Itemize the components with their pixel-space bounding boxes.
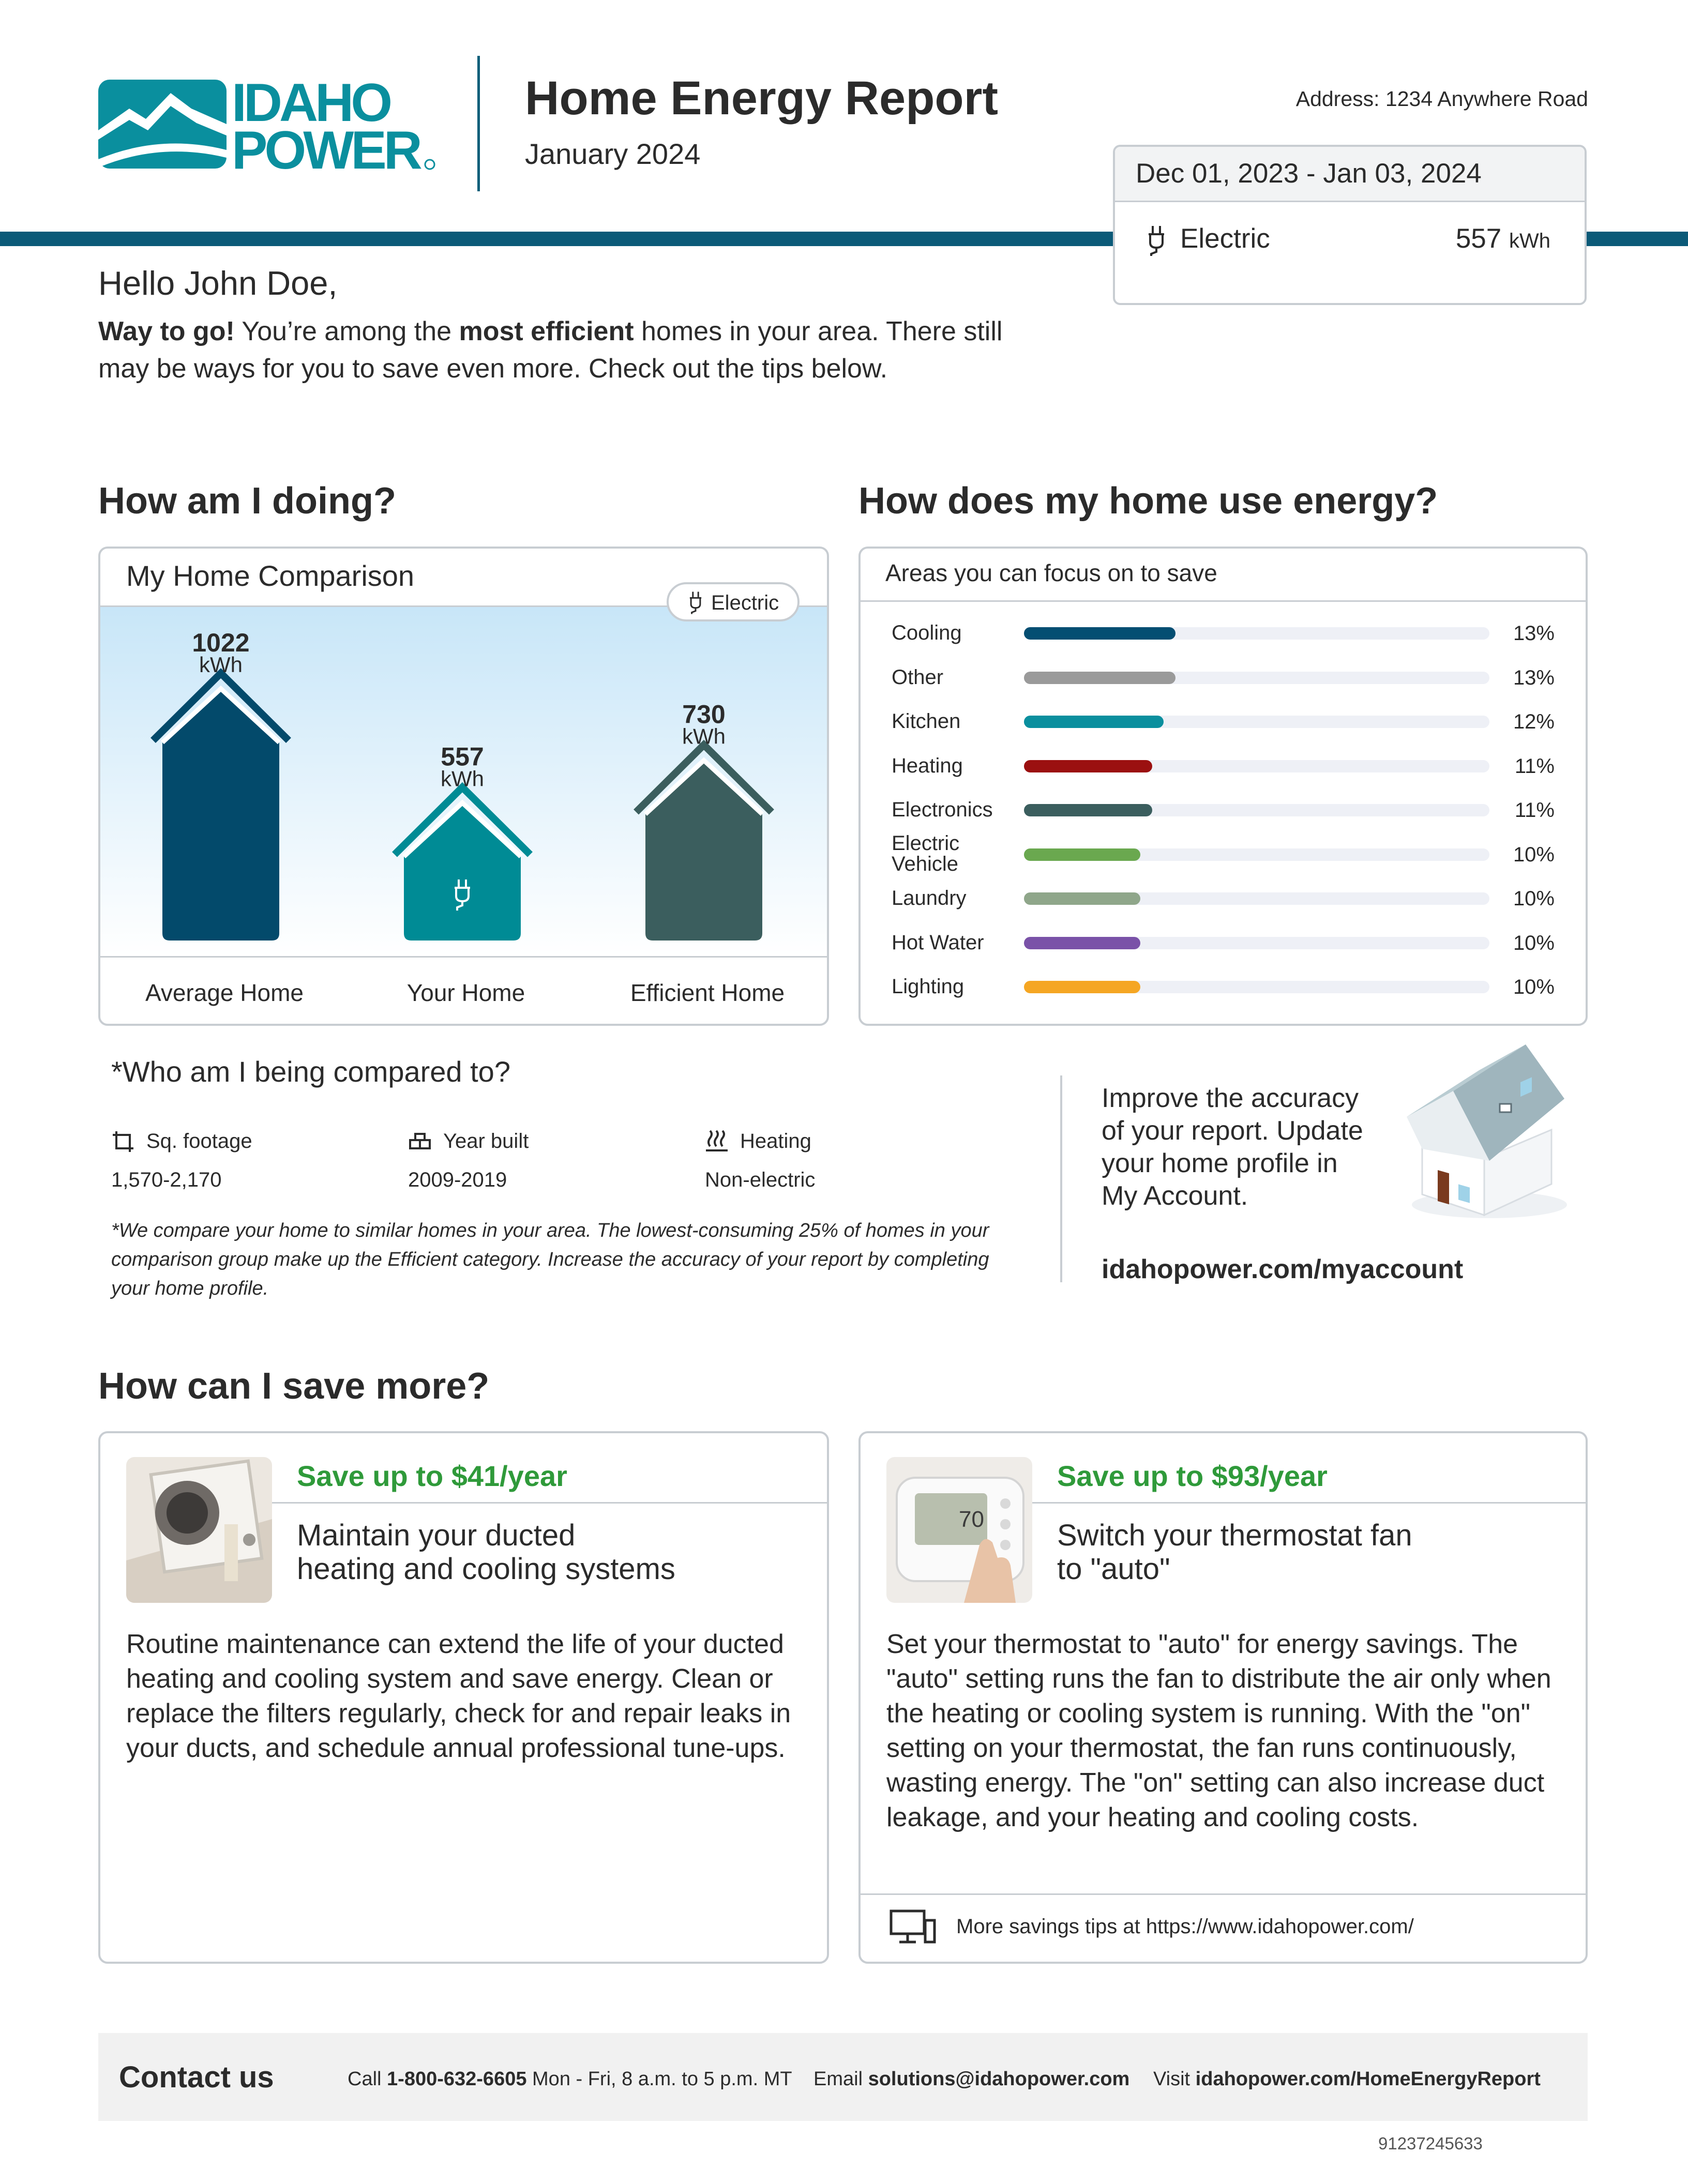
energy-use-bar xyxy=(1024,804,1152,816)
thermostat-photo xyxy=(886,1457,1032,1603)
energy-use-label-line: Vehicle xyxy=(892,852,958,875)
tip-title-line-1: Maintain your ducted xyxy=(297,1519,576,1552)
energy-use-label: Electronics xyxy=(892,798,993,821)
criterion-label: Sq. footage xyxy=(146,1130,252,1152)
energy-use-row xyxy=(861,793,1586,837)
energy-use-track xyxy=(1024,892,1489,905)
heading-save-more: How can I save more? xyxy=(98,1366,490,1407)
energy-use-track xyxy=(1024,760,1489,772)
contact-email-prefix: Email xyxy=(813,2068,868,2090)
energy-use-row xyxy=(861,881,1586,926)
divider xyxy=(1032,1502,1586,1504)
billing-period: Dec 01, 2023 - Jan 03, 2024 xyxy=(1115,147,1585,202)
energy-use-bar xyxy=(1024,892,1140,905)
tip-card-thermostat xyxy=(858,1431,1588,1964)
contact-visit-prefix: Visit xyxy=(1153,2068,1196,2090)
billing-usage-unit: kWh xyxy=(1509,230,1550,252)
energy-use-percent: 10% xyxy=(1513,976,1555,998)
energy-use-track xyxy=(1024,937,1489,949)
energy-use-row xyxy=(861,660,1586,705)
divider xyxy=(861,1893,1586,1895)
contact-title: Contact us xyxy=(119,2060,274,2094)
energy-use-row xyxy=(861,831,1586,882)
contact-email xyxy=(813,2068,1129,2090)
comparison-bar-group xyxy=(636,700,772,941)
comparison-unit-label: kWh xyxy=(441,766,484,791)
energy-use-label xyxy=(892,833,959,874)
comparison-value-label: 557 xyxy=(441,742,484,771)
energy-use-percent: 10% xyxy=(1513,887,1555,910)
building-icon xyxy=(408,1130,432,1154)
house-illustration xyxy=(1396,1039,1577,1225)
energy-use-track xyxy=(1024,804,1489,816)
plug-icon xyxy=(1147,225,1166,257)
energy-use-row xyxy=(861,969,1586,1014)
comparison-chart xyxy=(100,607,827,956)
air-vent-photo xyxy=(126,1457,272,1603)
comparison-unit-label: kWh xyxy=(682,724,726,749)
logo-text-idaho: IDAHO xyxy=(232,73,390,133)
tip-title-line-2: heating and cooling systems xyxy=(297,1552,675,1586)
tip-title-line-1: Switch your thermostat fan xyxy=(1057,1519,1412,1552)
energy-use-label: Laundry xyxy=(892,887,967,909)
energy-use-track xyxy=(1024,848,1489,861)
energy-use-track xyxy=(1024,716,1489,728)
home-comparison-card xyxy=(98,547,829,1026)
energy-use-percent: 11% xyxy=(1514,799,1555,822)
heading-energy-use: How does my home use energy? xyxy=(858,480,1438,522)
comparison-value-label: 730 xyxy=(682,700,726,729)
report-title: Home Energy Report xyxy=(525,72,999,125)
energy-use-bar xyxy=(1024,760,1152,772)
tip-title xyxy=(1057,1519,1554,1586)
energy-use-bar xyxy=(1024,937,1140,949)
energy-use-bar xyxy=(1024,716,1164,728)
billing-fuel-label: Electric xyxy=(1180,223,1270,254)
energy-use-percent: 10% xyxy=(1513,931,1555,954)
energy-use-row xyxy=(861,616,1586,660)
tip-body: Routine maintenance can extend the life of your ducted heating and cooling system and save energy. Clean or replace the filters regularly, check for and repair leaks in your ducts, and schedule annual professional tune-ups. xyxy=(126,1629,791,1763)
energy-use-card xyxy=(858,547,1588,1026)
tip-title xyxy=(297,1519,793,1586)
energy-use-percent: 10% xyxy=(1513,843,1555,866)
energy-use-card-title: Areas you can focus on to save xyxy=(885,559,1217,586)
contact-bar xyxy=(98,2033,1588,2121)
billing-summary-card xyxy=(1113,145,1587,305)
criterion-label: Year built xyxy=(443,1130,529,1152)
comparison-plot-area xyxy=(100,607,827,956)
energy-use-track xyxy=(1024,981,1489,993)
tip-body: Set your thermostat to "auto" for energy savings. The "auto" setting runs the fan to distribute the air only when the heating or cooling system is running. With the "on" setting on your thermostat, the fan runs continuously, wasting energy. The "on" setting can also increase duct leakage, and your heating and cooling costs. xyxy=(886,1629,1551,1832)
more-tips-link[interactable]: More savings tips at https://www.idahopower.com/ xyxy=(956,1915,1414,1938)
energy-use-bar xyxy=(1024,627,1175,640)
comparison-value-label: 1022 xyxy=(192,628,250,657)
divider xyxy=(272,1502,827,1504)
intro-lead: Way to go! xyxy=(98,316,235,346)
energy-use-bar xyxy=(1024,848,1140,861)
comparison-footnote: *We compare your home to similar homes in your area. The lowest-consuming 25% of homes in your comparison group make up the Efficient category. Increase the accuracy of your report by completing your home profile. xyxy=(111,1220,989,1299)
contact-phone-prefix: Call xyxy=(348,2068,387,2090)
header-divider xyxy=(477,56,480,191)
report-month: January 2024 xyxy=(525,138,701,170)
contact-phone xyxy=(348,2068,792,2090)
energy-use-label: Other xyxy=(892,665,944,689)
tip-savings: Save up to $41/year xyxy=(297,1460,567,1492)
email-link[interactable]: solutions@idahopower.com xyxy=(868,2068,1130,2090)
energy-use-percent: 12% xyxy=(1513,710,1555,733)
category-label-average: Average Home xyxy=(145,979,304,1006)
tip-card-ducted xyxy=(98,1431,829,1964)
heat-icon xyxy=(705,1130,729,1154)
comparison-unit-label: kWh xyxy=(199,653,243,677)
report-website-link[interactable]: idahopower.com/HomeEnergyReport xyxy=(1195,2068,1541,2090)
comparison-bar-group xyxy=(395,742,530,941)
phone-number[interactable]: 1-800-632-6605 xyxy=(387,2068,527,2090)
energy-use-label: Cooling xyxy=(892,621,962,644)
energy-use-label: Kitchen xyxy=(892,710,961,733)
intro-text xyxy=(98,313,1029,387)
divider xyxy=(100,956,827,958)
my-account-link[interactable]: idahopower.com/myaccount xyxy=(1102,1254,1464,1284)
energy-use-bar xyxy=(1024,981,1140,993)
address: Address: 1234 Anywhere Road xyxy=(1295,87,1588,111)
contact-hours: Mon - Fri, 8 a.m. to 5 p.m. MT xyxy=(526,2068,792,2090)
category-label-yours: Your Home xyxy=(406,979,525,1006)
greeting: Hello John Doe, xyxy=(98,264,338,302)
intro-text-1: You’re among the xyxy=(234,316,459,346)
energy-use-row xyxy=(861,749,1586,793)
comparison-card-title: My Home Comparison xyxy=(126,559,415,592)
contact-visit xyxy=(1153,2068,1541,2090)
intro-text-2: homes in your area. There still may be ways for you to save even more. Check out the tips below. xyxy=(98,316,1003,384)
divider xyxy=(861,600,1586,602)
energy-use-row xyxy=(861,704,1586,749)
divider xyxy=(1060,1075,1062,1282)
criterion-value: 1,570-2,170 xyxy=(111,1169,222,1191)
logo-text-power: POWER xyxy=(232,120,419,176)
energy-use-track xyxy=(1024,627,1489,640)
energy-use-percent: 13% xyxy=(1513,666,1555,689)
document-code: 91237245633 xyxy=(1378,2134,1483,2153)
fuel-pill xyxy=(667,582,800,621)
criterion-value: Non-electric xyxy=(705,1169,816,1191)
billing-usage-value: 557 xyxy=(1455,223,1502,254)
energy-use-label-line: Electric xyxy=(892,831,960,855)
plug-icon xyxy=(688,591,703,615)
criterion-label: Heating xyxy=(740,1130,811,1152)
tip-savings: Save up to $93/year xyxy=(1057,1460,1328,1492)
energy-use-label: Hot Water xyxy=(892,931,984,954)
criterion-value: 2009-2019 xyxy=(408,1169,507,1191)
energy-use-row xyxy=(861,926,1586,970)
fuel-pill-label: Electric xyxy=(711,592,779,614)
energy-use-label: Lighting xyxy=(892,975,964,998)
idaho-power-logo xyxy=(98,72,440,176)
category-label-efficient: Efficient Home xyxy=(630,979,785,1006)
computer-icon xyxy=(889,1909,937,1945)
energy-use-bar xyxy=(1024,672,1175,684)
heading-how-am-i-doing: How am I doing? xyxy=(98,480,396,522)
area-icon xyxy=(111,1130,135,1154)
energy-use-track xyxy=(1024,672,1489,684)
energy-use-label: Heating xyxy=(892,754,963,777)
comparison-bar-group xyxy=(153,628,289,941)
intro-emphasis: most efficient xyxy=(459,316,634,346)
tip-title-line-2: to "auto" xyxy=(1057,1552,1170,1586)
energy-use-percent: 11% xyxy=(1514,754,1555,778)
thermostat-reading: 70 xyxy=(959,1507,984,1532)
billing-usage xyxy=(1456,223,1550,254)
comparison-criteria-title: *Who am I being compared to? xyxy=(111,1055,510,1088)
improve-accuracy-text: Improve the accuracy of your report. Update your home profile in My Account. xyxy=(1102,1083,1363,1211)
energy-use-percent: 13% xyxy=(1513,622,1555,645)
